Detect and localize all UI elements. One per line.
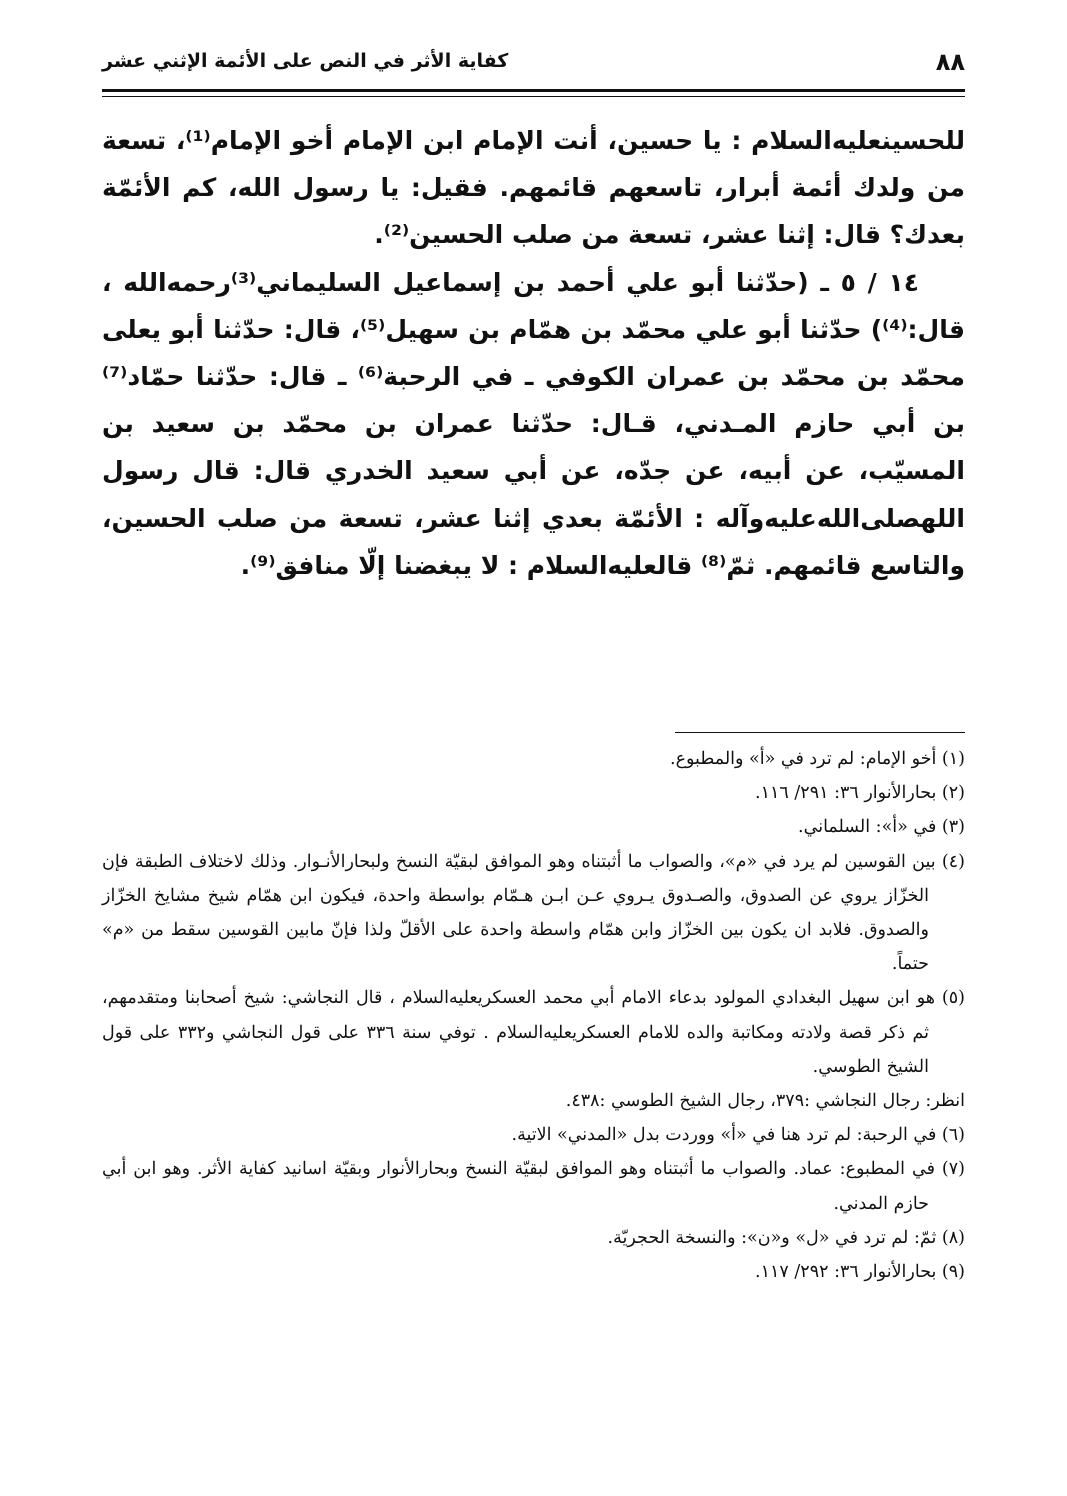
- footnote-2: (٢) بحارالأنوار ٣٦: ٢٩١/ ١١٦.: [755, 783, 965, 804]
- footnote-4: (٤) بين القوسين لم يرد في «م»، والصواب ما أثبتناه وهو الموافق لبقيّة النسخ ولبحارالأنـوار. وذلك لاختلاف الطبقة فإن الخزّاز يروي عن الصدوق، والصـدوق يـروي عـن ابـن هـمّام بواسطة واحدة، فيكون ابن همّام شيخ مشايخ الخزّاز والصدوق. فلابد ان يكون بين الخزّاز وابن همّام واسطة واحدة على الأقلّ ولذا فإنّ مابين القوسين سقط من «م» حتماً.: [102, 851, 965, 975]
- body-paragraph: ١٤ / ٥ ـ (حدّثنا أبو علي أحمد بن إسماعيل السليماني⁽³⁾رحمه‌الله ، قال:⁽⁴⁾) حدّثنا أبو علي محمّد بن همّام بن سهيل⁽⁵⁾، قال: حدّثنا أبو يعلى محمّد بن محمّد بن عمران الكوفي ـ في الرحبة⁽⁶⁾ ـ قال: حدّثنا حمّاد⁽⁷⁾ بن أبي حازم المـدني، قـال: حدّثنا عمران بن محمّد بن سعيد بن المسيّب، عن أبيه، عن جدّه، عن أبي سعيد الخدري قال: قال رسول اللهصلى‌الله‌عليه‌وآله : الأئمّة بعدي إثنا عشر، تسعة من صلب الحسين، والتاسع قائمهم. ثمّ⁽⁸⁾ قالعليه‌السلام : لا يبغضنا إلّا منافق⁽⁹⁾.: [102, 267, 965, 580]
- page-number: ٨٨: [935, 48, 965, 76]
- page-header: [102, 46, 965, 90]
- footnote-1: (١) أخو الإمام: لم ترد في «أ» والمطبوع.: [670, 749, 965, 769]
- footnote-separator: [675, 732, 965, 733]
- main-text: [102, 117, 965, 589]
- header-rule: [102, 89, 965, 92]
- footnote-5-reference: انظر: رجال النجاشي :٣٧٩، رجال الشيخ الطوسي :٤٣٨.: [565, 1091, 965, 1112]
- footnote-9: (٩) بحارالأنوار ٣٦: ٢٩٢/ ١١٧.: [755, 1262, 965, 1283]
- footnote-7: (٧) في المطبوع: عماد. والصواب ما أثبتناه وهو الموافق لبقيّة النسخ وبحارالأنوار وبقيّة اسانيد كفاية الأثر. وهو ابن أبي حازم المدني.: [102, 1159, 965, 1214]
- header-rule-thin: [102, 96, 965, 97]
- footnotes: [102, 742, 965, 1289]
- body-paragraph: للحسينعليه‌السلام : يا حسين، أنت الإمام ابن الإمام أخو الإمام⁽¹⁾، تسعة من ولدك أئمة أبرار، تاسعهم قائمهم. فقيل: يا رسول الله، كم الأئمّة بعدك؟ قال: إثنا عشر، تسعة من صلب الحسين⁽²⁾.: [102, 126, 965, 250]
- running-title: كفاية الأثر في النص على الأئمة الإثني عشر: [102, 50, 509, 72]
- footnote-8: (٨) ثمّ: لم ترد في «ل» و«ن»: والنسخة الحجريّة.: [607, 1227, 965, 1248]
- footnote-5: (٥) هو ابن سهيل البغدادي المولود بدعاء الامام أبي محمد العسكريعليه‌السلام ، قال النجاشي: شيخ أصحابنا ومتقدمهم، ثم ذكر قصة ولادته ومكاتبة والده للامام العسكريعليه‌السلام . توفي سنة ٣٣٦ على قول النجاشي و٣٣٢ على قول الشيخ الطوسي.: [102, 988, 965, 1077]
- footnote-6: (٦) في الرحبة: لم ترد هنا في «أ» ووردت بدل «المدني» الاتية.: [511, 1125, 965, 1146]
- footnote-3: (٣) في «أ»: السلماني.: [798, 817, 965, 838]
